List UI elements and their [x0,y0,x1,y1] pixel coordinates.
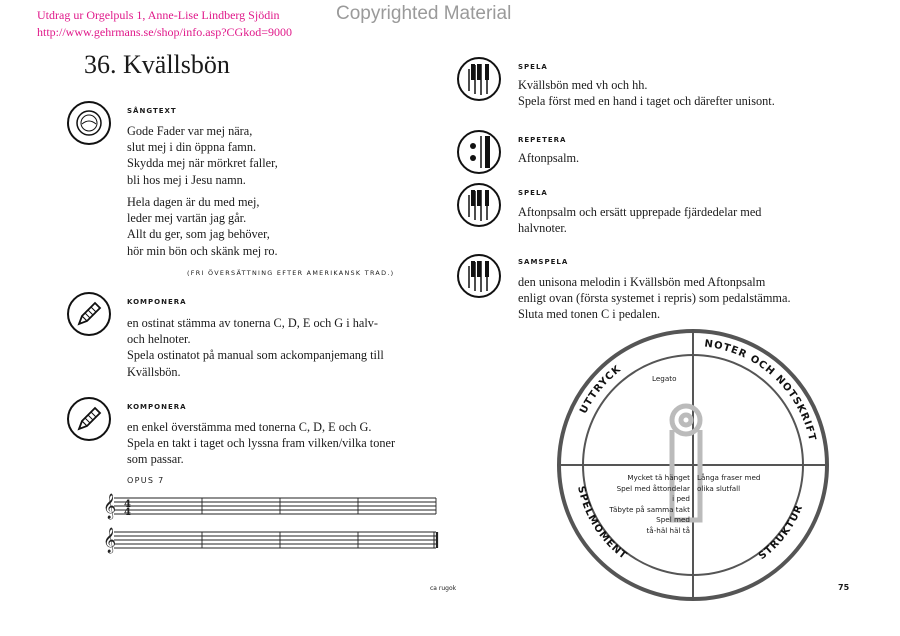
repeat-sign-icon [457,130,501,174]
music-staves [100,488,440,558]
source-line-1: Utdrag ur Orgelpuls 1, Anne-Lise Lindberg Sjödin [37,8,280,22]
wheel-item: Långa fraser med [697,473,761,482]
piano-keys-icon [457,183,501,227]
song-line: hör min bön och skänk mej ro. [127,243,278,258]
play-label-1: SPELA [518,63,548,71]
text-line: Kvällsbön med vh och hh. [518,78,648,92]
song-line: bli hos mej i Jesu namn. [127,172,246,187]
wheel-legato: Legato [652,374,677,383]
piano-keys-icon [457,254,501,298]
play-text-1 [518,77,775,109]
wheel-spelmoment-list [582,473,690,536]
wheel-item: Spel med [656,515,690,524]
wheel-item: Täbyte på samma takt [609,504,690,514]
piano-keys-icon [457,57,501,101]
text-line: som passar. [127,452,184,467]
song-label: SÅNGTEXT [127,107,177,115]
text-line: en enkel överstämma med tonerna C, D, E och G. [127,420,372,434]
wheel-item: Mycket tä hänget [627,473,690,482]
text-line: enligt ovan (första systemet i repris) som pedalstämma. [518,291,791,306]
text-line: halvnoter. [518,221,567,236]
song-line: Hela dagen är du med mej, [127,195,260,209]
svg-text:𝄞: 𝄞 [103,528,117,553]
skills-wheel [548,320,838,610]
page-number: 75 [838,583,850,592]
repeat-text [518,150,579,166]
repeat-label: REPETERA [518,136,567,144]
compose-text-2 [127,419,395,468]
title-text: Kvällsbön [123,50,230,79]
title-number: 36. [84,50,117,79]
arc-label-uttryck: UTTRYCK [578,363,624,416]
song-line: Skydda mej när mörkret faller, [127,156,278,171]
text-line: Spela först med en hand i taget och därefter unisont. [518,94,775,109]
play-text-2 [518,204,761,236]
text-line: Spela en takt i taget och lyssna fram vilken/vilka toner [127,436,396,451]
arc-label-struktur: STRUKTUR [756,503,806,563]
copyright-watermark: Copyrighted Material [336,3,512,24]
song-line: leder mej vartän jag går. [127,211,247,226]
svg-text:𝄞: 𝄞 [103,494,117,519]
opus-label: OPUS 7 [127,476,165,485]
song-stanza-1 [127,123,278,188]
wheel-item: tå-häl häl tå [646,525,690,535]
svg-text:4: 4 [124,499,131,510]
arc-label-spelmoment: SPELMOMENT [575,485,630,563]
svg-text:UTTRYCK [578,363,624,415]
ensemble-text [518,274,791,323]
compose-label-1: KOMPONERA [127,298,187,306]
text-line: Sluta med tonen C i pedalen. [518,307,661,322]
page-title [84,50,230,80]
text-line: den unisona melodin i Kvällsbön med Aftonpsalm [518,275,766,289]
text-line: Aftonpsalm och ersätt upprepade fjärdedelar med [518,205,762,219]
song-icon [67,101,111,145]
song-line: Gode Fader var mej nära, [127,124,253,138]
arc-label-noter: NOTER OCH NOTSKRIFT [703,338,818,443]
text-line: en ostinat stämma av tonerna C, D, E och G i halv- [127,316,378,330]
ensemble-label: SAMSPELA [518,258,569,266]
wheel-item: Spel med åttondelar [616,483,690,493]
wheel-item: olika slutfall [697,483,741,493]
text-line: Kvällsbön. [127,364,181,379]
song-line: Allt du ger, som jag behöver, [127,227,270,242]
wheel-item: i ped [672,494,690,503]
wheel-struktur-list [697,473,761,494]
svg-text:4: 4 [124,507,131,518]
compose-text-1 [127,315,384,380]
source-url[interactable]: http://www.gehrmans.se/shop/info.asp?CGkod=9000 [37,25,292,39]
text-line: och helnoter. [127,332,191,347]
svg-text:STRUKTUR [757,503,806,562]
play-label-2: SPELA [518,189,548,197]
text-line: Aftonpsalm. [518,151,580,165]
svg-text:NOTER OCH NOTSKRIFT [704,339,818,443]
pencil-icon [67,292,111,336]
song-credit: (FRI ÖVERSÄTTNING EFTER AMERIKANSK TRAD.) [187,269,395,277]
compose-label-2: KOMPONERA [127,403,187,411]
text-line: Spela ostinatot på manual som ackompanjemang till [127,348,384,363]
pencil-icon [67,397,111,441]
song-line: slut mej i din öppna famn. [127,140,257,155]
song-stanza-2 [127,194,278,259]
footer-center: ca rugok [430,585,457,592]
